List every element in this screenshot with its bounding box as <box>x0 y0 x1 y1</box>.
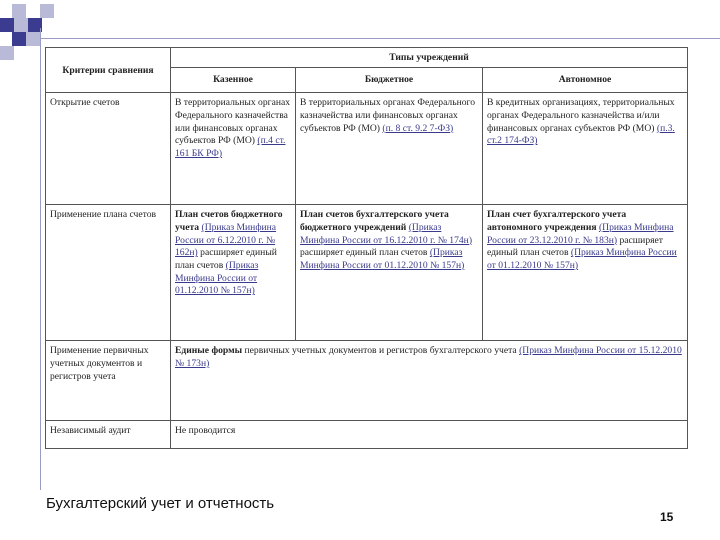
decor-square <box>26 32 40 46</box>
table-row-audit <box>46 421 688 449</box>
decor-square <box>14 18 28 32</box>
decor-square <box>26 4 40 18</box>
law-link[interactable]: (п. 8 ст. 9.2 7-ФЗ) <box>382 122 454 134</box>
column-header-kazennoe: Казенное <box>171 67 296 93</box>
column-header-budgetnoe: Бюджетное <box>296 67 483 93</box>
decor-horizontal-line <box>40 38 720 39</box>
comparison-table <box>45 47 688 449</box>
decor-square <box>0 46 14 60</box>
table-header-row <box>46 48 688 68</box>
order-link[interactable]: (Приказ Минфина России от 01.12.2010 № 157н) <box>300 247 465 271</box>
criterion-cell: Независимый аудит <box>46 421 171 449</box>
cell-budgetnoe: План счетов бухгалтерского учета бюджетного учреждений (Приказ Минфина России от 16.12.2010 г. № 174н) расширяет единый план счетов (Приказ Минфина России от 01.12.2010 № 157н) <box>296 205 483 341</box>
cell-budgetnoe: В территориальных органах Федерального казначейства или финансовых органах субъектов РФ (МО) (п. 8 ст. 9.2 7-ФЗ) <box>296 93 483 205</box>
cell-kazennoe: План счетов бюджетного учета (Приказ Минфина России от 6.12.2010 г. № 162н) расширяет единый план счетов (Приказ Минфина России от 01.12.2010 № 157н) <box>171 205 296 341</box>
order-link[interactable]: (Приказ Минфина России от 16.12.2010 г. № 174н) <box>300 221 473 246</box>
page-number: 15 <box>660 510 674 524</box>
criterion-cell: Применение первичных учетных документов и регистров учета <box>46 341 171 421</box>
order-link[interactable]: (Приказ Минфина России от 01.12.2010 № 157н) <box>487 247 677 271</box>
slide-footer-title: Бухгалтерский учет и отчетность <box>46 495 275 512</box>
criterion-cell: Открытие счетов <box>46 93 171 205</box>
decor-square <box>40 4 54 18</box>
cell-avtonomnoe: План счет бухгалтерского учета автономного учреждения (Приказ Минфина России от 23.12.2010 г. № 183н) расширяет единый план счетов (Приказ Минфина России от 01.12.2010 № 157н) <box>483 205 688 341</box>
decor-square <box>12 32 26 46</box>
cell-avtonomnoe: В кредитных организациях, территориальных органах Федерального казначейства и/или финансовых органах субъектов РФ (МО) (п.3. ст.2 174-ФЗ) <box>483 93 688 205</box>
table-row-chart-of-accounts <box>46 205 688 341</box>
criteria-header: Критерии сравнения <box>46 48 171 93</box>
order-link[interactable]: (Приказ Минфина России от 01.12.2010 № 157н) <box>175 259 259 297</box>
cell-all-types: Не проводится <box>171 421 688 449</box>
cell-all-types: Единые формы первичных учетных документов и регистров бухгалтерского учета (Приказ Минфина России от 15.12.2010 № 173н) <box>171 341 688 421</box>
column-header-avtonomnoe: Автономное <box>483 67 688 93</box>
table-row-accounts <box>46 93 688 205</box>
decor-square <box>0 18 14 32</box>
law-link[interactable]: (п.4 ст. 161 БК РФ) <box>175 135 286 159</box>
law-link[interactable]: (п.3. ст.2 174-ФЗ) <box>487 122 675 147</box>
decor-square <box>12 4 26 18</box>
order-link[interactable]: (Приказ Минфина России от 23.12.2010 г. № 183н) <box>487 221 674 246</box>
criterion-cell: Применение плана счетов <box>46 205 171 341</box>
table-row-primary-documents <box>46 341 688 421</box>
order-link[interactable]: (Приказ Минфина России от 6.12.2010 г. № 162н) <box>175 221 277 259</box>
order-link[interactable]: (Приказ Минфина России от 15.12.2010 № 173н) <box>175 345 682 369</box>
cell-kazennoe: В территориальных органах Федерального казначейства или финансовых органах субъектов РФ (МО) (п.4 ст. 161 БК РФ) <box>171 93 296 205</box>
types-header: Типы учреждений <box>171 48 688 68</box>
decor-vertical-line <box>40 28 41 490</box>
